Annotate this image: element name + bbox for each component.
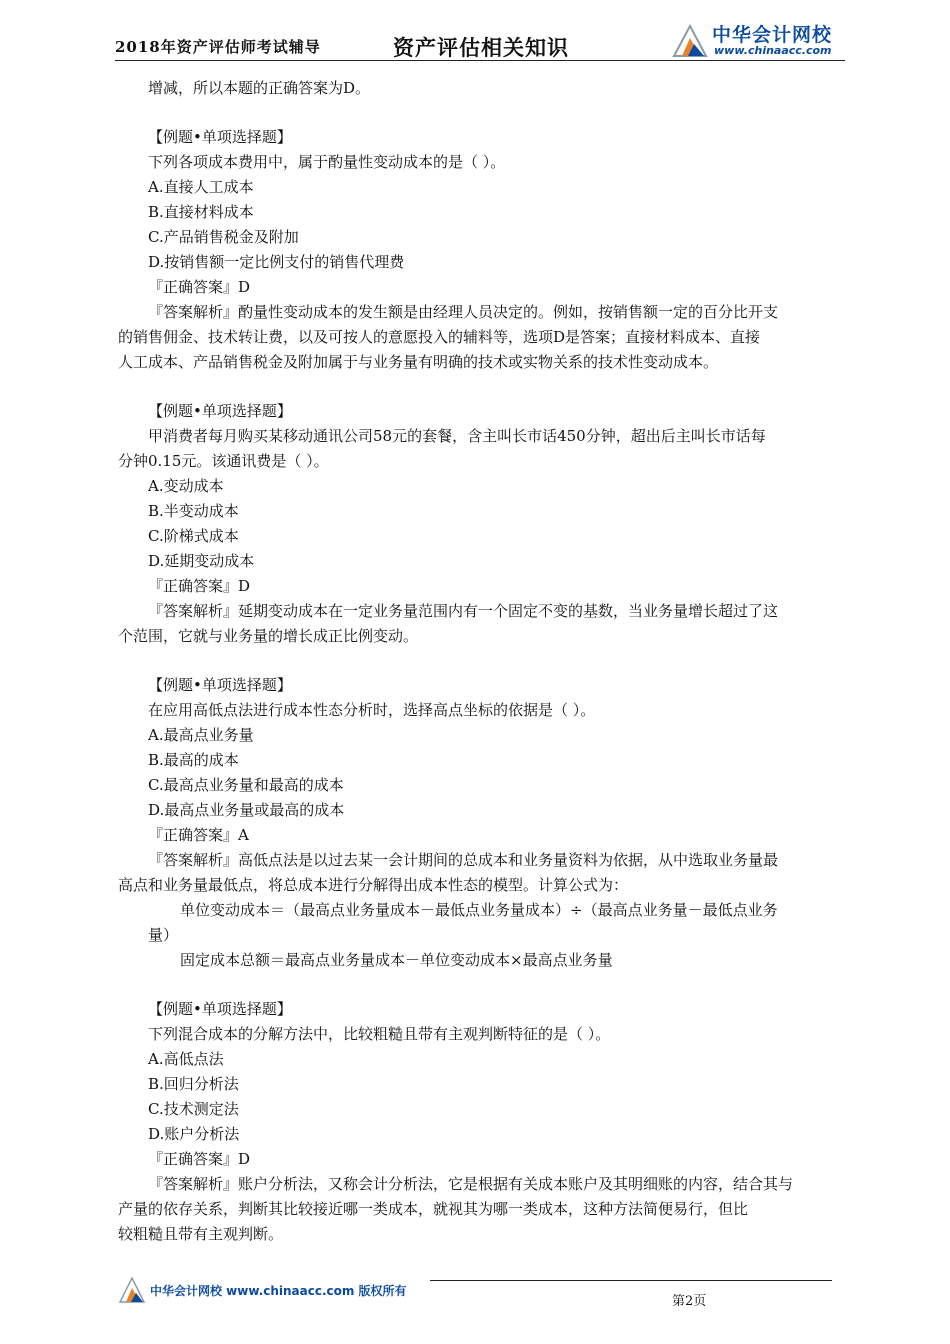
q1-option-d: D.按销售额一定比例支付的销售代理费 <box>148 253 405 271</box>
q3-formula-unit-cost-cont: 量） <box>148 926 179 944</box>
q4-option-a: A.高低点法 <box>148 1050 224 1068</box>
page-number: 第2页 <box>672 1294 707 1309</box>
q3-analysis-line: 『答案解析』高低点法是以过去某一会计期间的总成本和业务量资料为依据，从中选取业务量最 <box>148 851 779 869</box>
q2-stem-line: 甲消费者每月购买某移动通讯公司58元的套餐，含主叫长市话450分钟，超出后主叫长市话每 <box>148 427 766 445</box>
q3-formula-fixed-cost: 固定成本总额＝最高点业务量成本－单位变动成本×最高点业务量 <box>180 951 613 969</box>
q3-label: 【例题•单项选择题】 <box>148 676 292 694</box>
q4-analysis-line: 产量的依存关系，判断其比较接近哪一类成本，就视其为哪一类成本，这种方法简便易行，但比 <box>118 1200 749 1218</box>
q2-label: 【例题•单项选择题】 <box>148 402 292 420</box>
q2-stem-line: 分钟0.15元。该通讯费是（ ）。 <box>118 452 329 470</box>
q2-analysis-line: 个范围，它就与业务量的增长成正比例变动。 <box>118 627 419 645</box>
q2-answer: 『正确答案』D <box>148 577 251 595</box>
header-rule <box>115 60 845 61</box>
q1-option-b: B.直接材料成本 <box>148 203 254 221</box>
q1-stem: 下列各项成本费用中，属于酌量性变动成本的是（ ）。 <box>148 153 506 171</box>
q3-option-a: A.最高点业务量 <box>148 726 254 744</box>
q1-label: 【例题•单项选择题】 <box>148 128 292 146</box>
q3-analysis-line: 高点和业务量最低点，将总成本进行分解得出成本性态的模型。计算公式为： <box>118 876 629 894</box>
q1-answer: 『正确答案』D <box>148 278 251 296</box>
q2-option-c: C.阶梯式成本 <box>148 527 239 545</box>
q3-answer: 『正确答案』A <box>148 826 249 844</box>
q4-option-c: C.技术测定法 <box>148 1100 239 1118</box>
q2-analysis-line: 『答案解析』延期变动成本在一定业务量范围内有一个固定不变的基数，当业务量增长超过了这 <box>148 602 779 620</box>
exam-series-title: 2018年资产评估师考试辅导 <box>115 38 321 56</box>
brand-logo <box>670 20 845 60</box>
q3-formula-unit-cost: 单位变动成本＝（最高点业务量成本－最低点业务量成本）÷（最高点业务量－最低点业务 <box>180 901 778 919</box>
page-header <box>115 20 845 62</box>
footer-rule <box>430 1280 832 1281</box>
q4-analysis-line: 较粗糙且带有主观判断。 <box>118 1225 284 1243</box>
q3-option-d: D.最高点业务量或最高的成本 <box>148 801 345 819</box>
logo-triangle-icon <box>670 22 708 58</box>
q2-option-a: A.变动成本 <box>148 477 224 495</box>
q4-option-b: B.回归分析法 <box>148 1075 239 1093</box>
q2-option-b: B.半变动成本 <box>148 502 239 520</box>
q1-analysis-line: 的销售佣金、技术转让费，以及可按人的意愿投入的辅料等，选项D是答案；直接材料成本、直接 <box>118 328 761 346</box>
q1-option-c: C.产品销售税金及附加 <box>148 228 299 246</box>
footer-copyright: 中华会计网校 www.chinaacc.com 版权所有 <box>150 1284 407 1298</box>
q2-option-d: D.延期变动成本 <box>148 552 255 570</box>
subject-title: 资产评估相关知识 <box>393 35 569 60</box>
q4-stem: 下列混合成本的分解方法中，比较粗糙且带有主观判断特征的是（ ）。 <box>148 1025 611 1043</box>
logo-url: www.chinaacc.com <box>714 44 832 57</box>
q4-answer: 『正确答案』D <box>148 1150 251 1168</box>
q1-analysis-line: 人工成本、产品销售税金及附加属于与业务量有明确的技术或实物关系的技术性变动成本。 <box>118 353 719 371</box>
page-footer <box>118 1272 838 1312</box>
q3-option-c: C.最高点业务量和最高的成本 <box>148 776 344 794</box>
q3-stem: 在应用高低点法进行成本性态分析时，选择高点坐标的依据是（ ）。 <box>148 701 596 719</box>
q3-option-b: B.最高的成本 <box>148 751 239 769</box>
footer-logo-icon <box>118 1276 146 1304</box>
intro-text: 增减，所以本题的正确答案为D。 <box>148 79 371 97</box>
q4-label: 【例题•单项选择题】 <box>148 1000 292 1018</box>
q4-analysis-line: 『答案解析』账户分析法，又称会计分析法，它是根据有关成本账户及其明细账的内容，结合其与 <box>148 1175 794 1193</box>
logo-name: 中华会计网校 <box>712 24 833 46</box>
q1-analysis-line: 『答案解析』酌量性变动成本的发生额是由经理人员决定的。例如，按销售额一定的百分比开支 <box>148 303 779 321</box>
q1-option-a: A.直接人工成本 <box>148 178 254 196</box>
q4-option-d: D.账户分析法 <box>148 1125 240 1143</box>
